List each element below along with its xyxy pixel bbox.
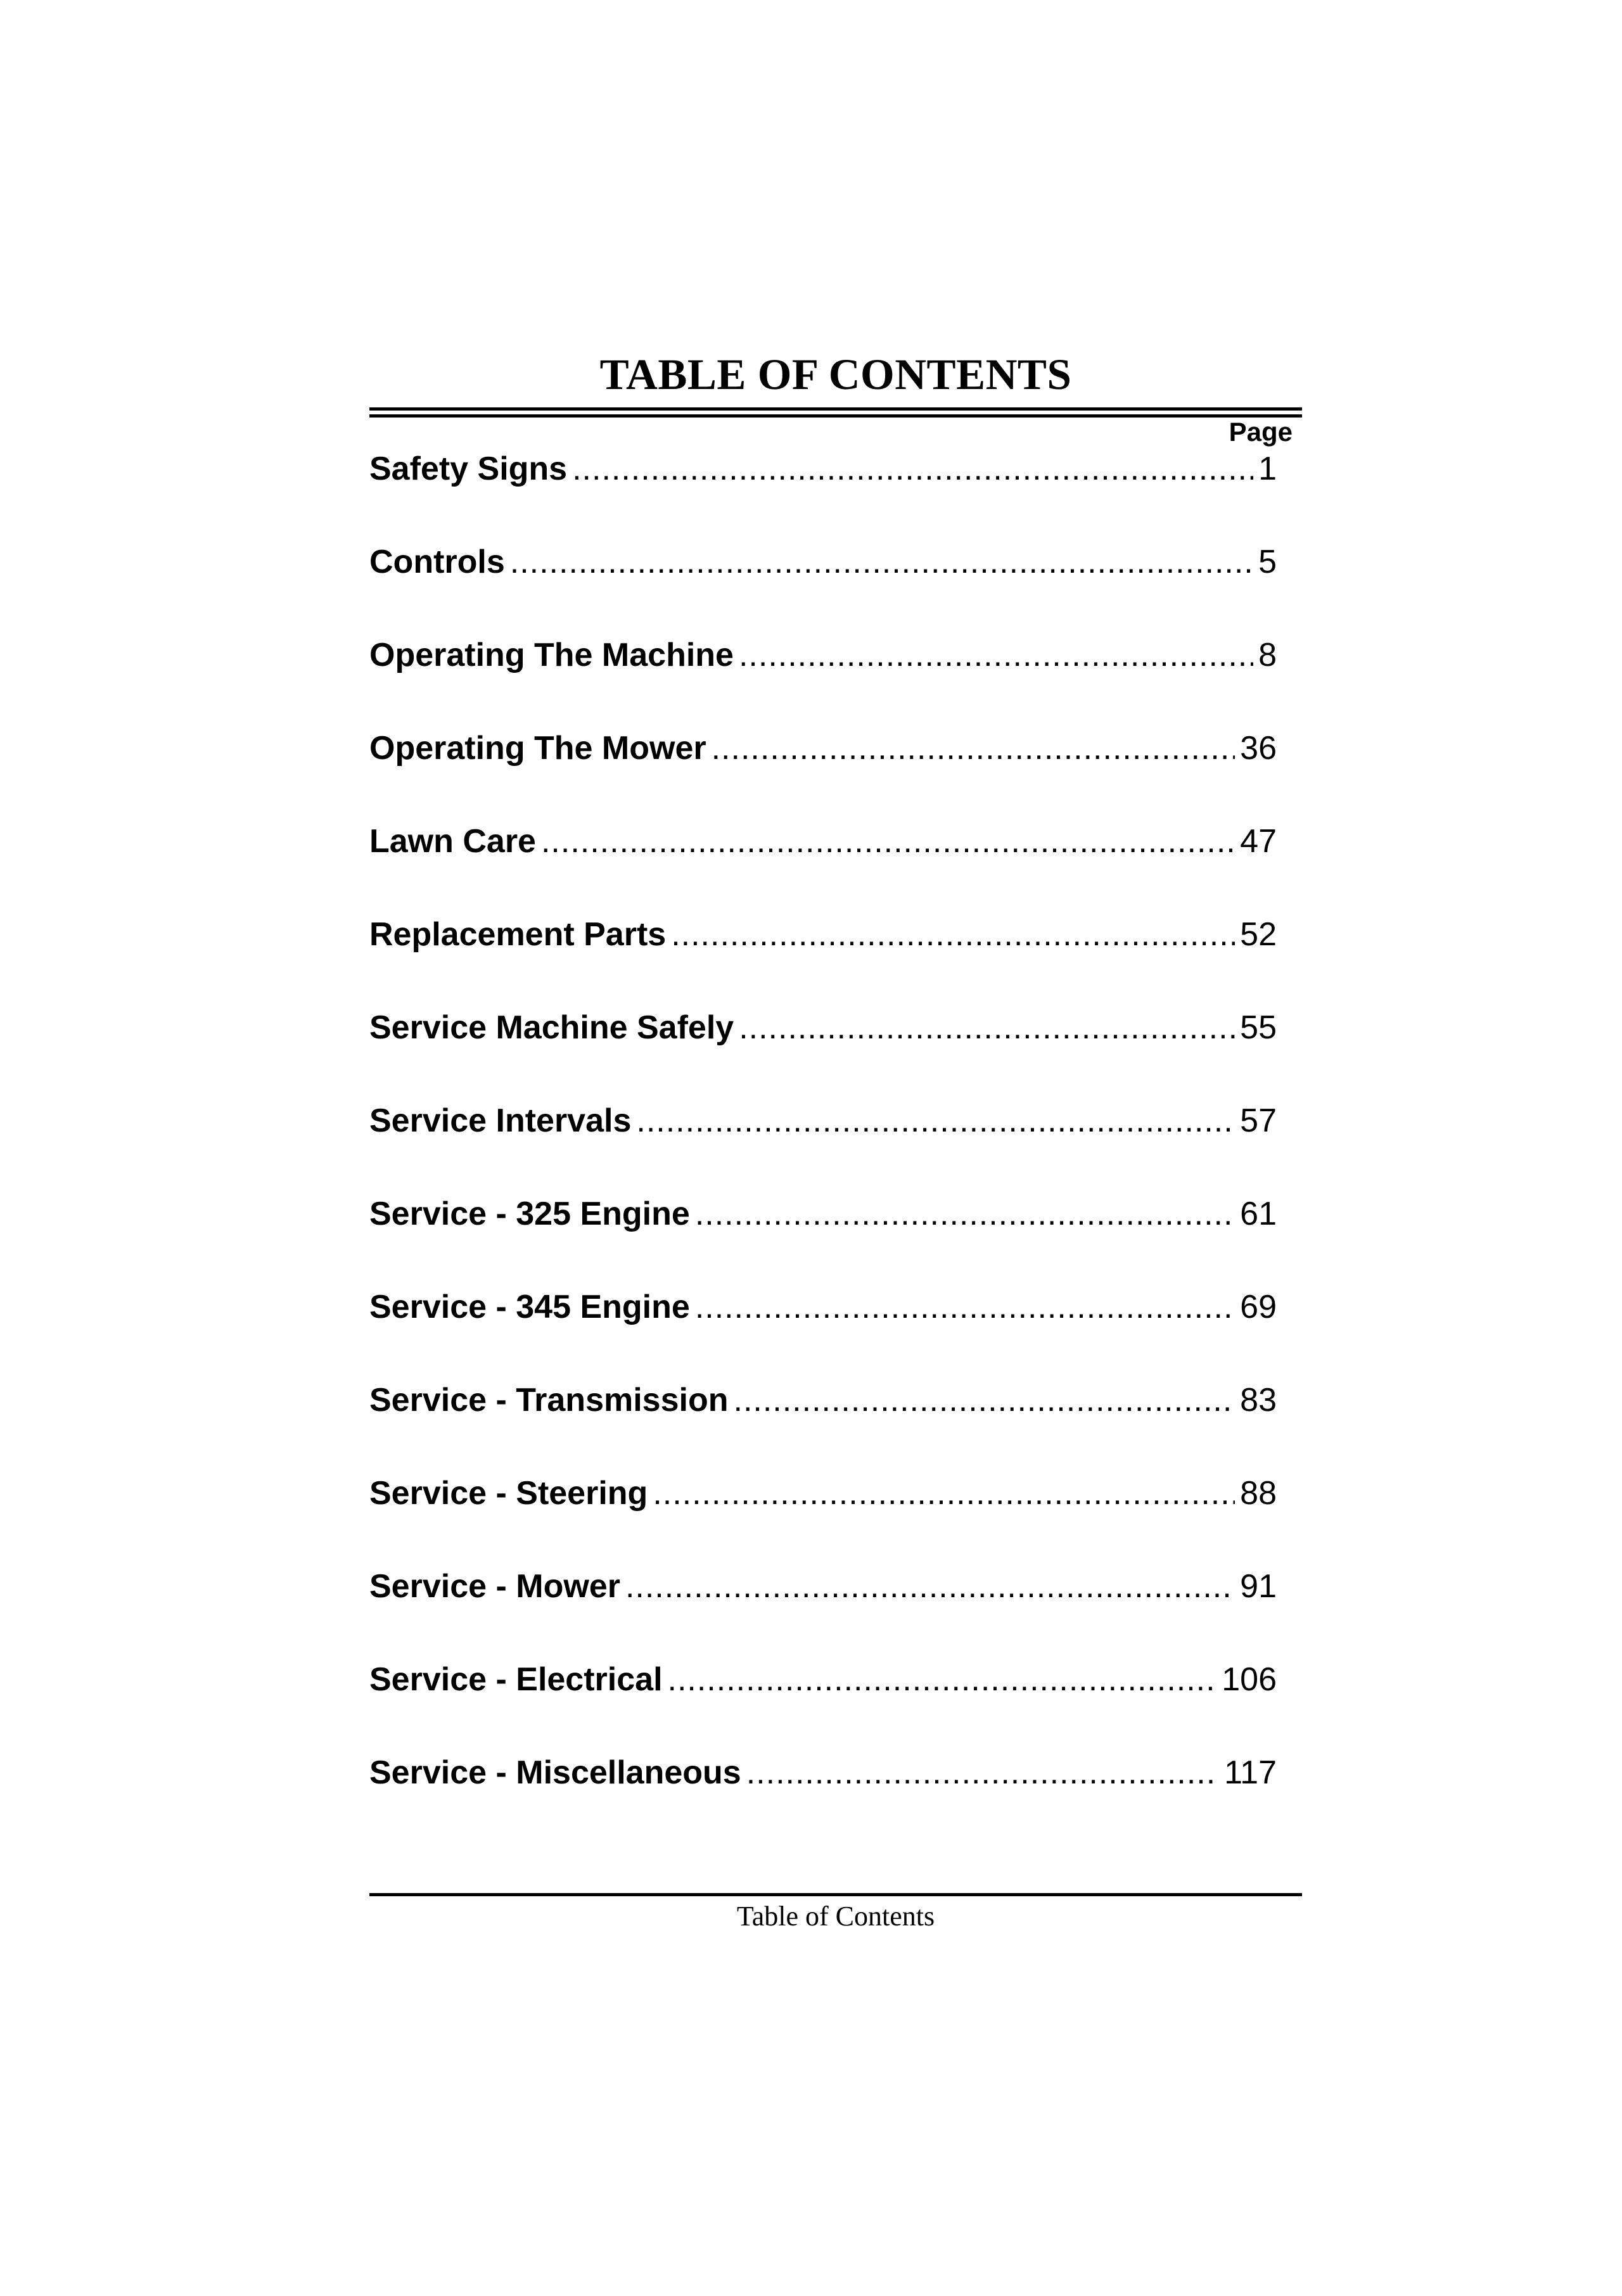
- toc-entry-label: Service - Miscellaneous: [369, 1754, 741, 1791]
- toc-entry-page: 106: [1222, 1661, 1277, 1698]
- dot-leader: [739, 633, 1253, 677]
- toc-entry-lawn-care[interactable]: [369, 819, 1277, 912]
- toc-entry-label: Replacement Parts: [369, 916, 667, 953]
- toc-entry-label: Service - Electrical: [369, 1661, 663, 1698]
- dot-leader: [572, 447, 1253, 491]
- toc-entry-page: 36: [1240, 730, 1277, 767]
- toc-entry-label: Service - Transmission: [369, 1382, 729, 1419]
- toc-entry-page: 91: [1240, 1568, 1277, 1605]
- dot-leader: [653, 1471, 1235, 1515]
- dot-leader: [734, 1378, 1236, 1422]
- toc-entry-label: Service - 345 Engine: [369, 1289, 690, 1325]
- toc-entry-page: 47: [1240, 823, 1277, 860]
- toc-entry-page: 69: [1240, 1289, 1277, 1325]
- page-footer: Table of Contents: [736, 1901, 935, 1932]
- toc-entry-page: 61: [1240, 1196, 1277, 1232]
- toc-entry-page: 117: [1224, 1754, 1277, 1791]
- toc-entry-label: Service - Mower: [369, 1568, 620, 1605]
- toc-entry-label: Service - Steering: [369, 1475, 648, 1512]
- toc-entry-label: Operating The Mower: [369, 730, 706, 767]
- toc-list: [369, 447, 1277, 1844]
- dot-leader: [695, 1285, 1235, 1329]
- toc-entry-page: 55: [1240, 1009, 1277, 1046]
- toc-entry-label: Controls: [369, 544, 505, 580]
- dot-leader: [671, 912, 1235, 957]
- toc-entry-label: Service Machine Safely: [369, 1009, 734, 1046]
- toc-entry-service-machine-safely[interactable]: [369, 1005, 1277, 1099]
- toc-entry-replacement-parts[interactable]: [369, 912, 1277, 1005]
- page-title: TABLE OF CONTENTS: [599, 350, 1072, 399]
- toc-entry-page: 1: [1258, 450, 1277, 487]
- toc-entry-service-steering[interactable]: [369, 1471, 1277, 1564]
- toc-entry-service-325-engine[interactable]: [369, 1192, 1277, 1285]
- dot-leader: [695, 1192, 1235, 1236]
- toc-entry-service-345-engine[interactable]: [369, 1285, 1277, 1378]
- toc-entry-label: Service - 325 Engine: [369, 1196, 690, 1232]
- dot-leader: [541, 819, 1235, 864]
- dot-leader: [746, 1751, 1219, 1795]
- toc-entry-label: Safety Signs: [369, 450, 568, 487]
- toc-entry-service-electrical[interactable]: [369, 1657, 1277, 1751]
- toc-entry-page: 57: [1240, 1102, 1277, 1139]
- toc-entry-service-transmission[interactable]: [369, 1378, 1277, 1471]
- toc-entry-operating-the-mower[interactable]: [369, 726, 1277, 819]
- toc-entry-label: Operating The Machine: [369, 637, 734, 673]
- dot-leader: [636, 1099, 1235, 1143]
- toc-entry-page: 8: [1258, 637, 1277, 673]
- page-column-label: Page: [1229, 417, 1293, 447]
- toc-entry-page: 5: [1258, 544, 1277, 580]
- toc-entry-label: Lawn Care: [369, 823, 536, 860]
- toc-entry-service-intervals[interactable]: [369, 1099, 1277, 1192]
- toc-entry-operating-the-machine[interactable]: [369, 633, 1277, 726]
- toc-entry-safety-signs[interactable]: [369, 447, 1277, 540]
- footer-rule: [369, 1893, 1302, 1896]
- dot-leader: [625, 1564, 1235, 1609]
- toc-entry-service-miscellaneous[interactable]: [369, 1751, 1277, 1844]
- toc-entry-page: 83: [1240, 1382, 1277, 1419]
- dot-leader: [739, 1005, 1235, 1050]
- toc-entry-page: 52: [1240, 916, 1277, 953]
- toc-entry-controls[interactable]: [369, 540, 1277, 633]
- toc-entry-label: Service Intervals: [369, 1102, 632, 1139]
- dot-leader: [510, 540, 1253, 584]
- toc-entry-page: 88: [1240, 1475, 1277, 1512]
- dot-leader: [712, 726, 1236, 770]
- toc-entry-service-mower[interactable]: [369, 1564, 1277, 1657]
- dot-leader: [668, 1657, 1217, 1702]
